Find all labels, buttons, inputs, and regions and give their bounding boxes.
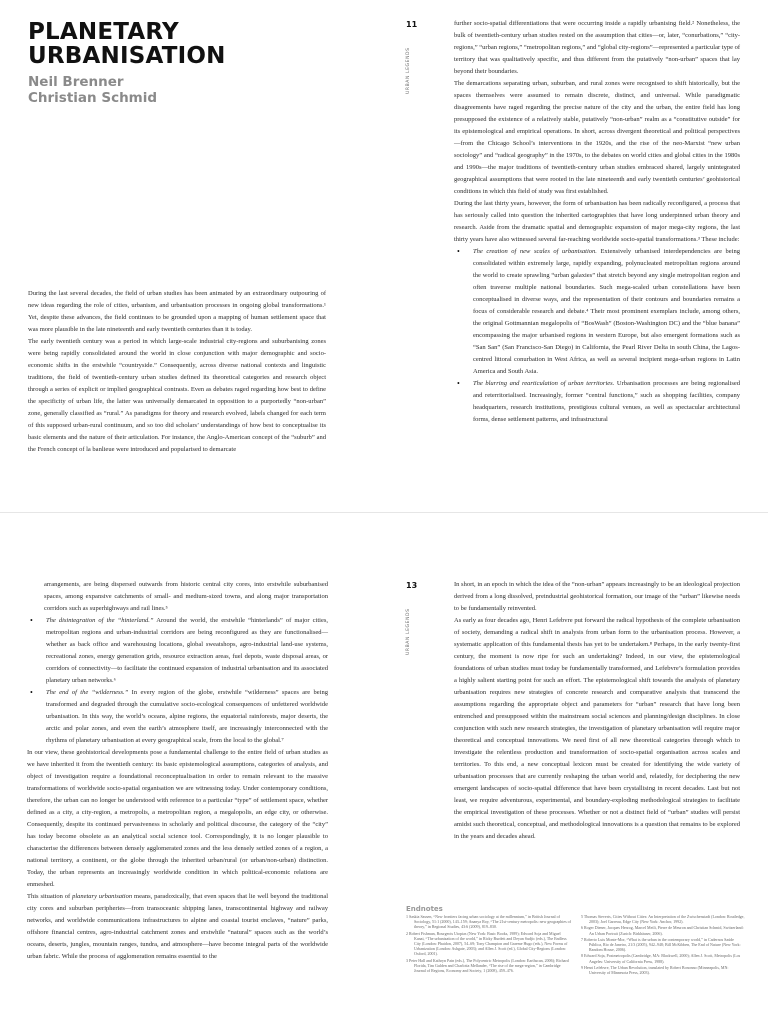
bullet-text: Urbanisation processes are being regionalised and reterritorialised. Increasingly, former “central functions,” such as shopping facilities, company headquarters, research institutions, prestigious cultural venues, as well as spectacular architectural forms, dense settlement patterns, and infrastructural	[473, 380, 740, 423]
paragraph: In short, in an epoch in which the idea of the “non-urban” appears increasingly to be an ideological projection derived from a long dissolved, preindustrial geohistorical formation, our image of the “urban” likewise needs to be fundamentally reinvented.	[454, 581, 740, 612]
running-head: URBAN LEGENDS	[406, 47, 411, 94]
list-item	[27, 687, 328, 747]
paragraph: The demarcations separating urban, suburban, and rural zones were recognised to shift historically, but the spaces themselves were assumed to remain discrete, distinct, and universal. While paradigmatic disagreements have raged regarding the precise nature of the city and the urban, the entire field has long presupposed the existence of a relatively stable, putatively “non-urban” realm as a “constitutive outside” for its epistemological and empirical operations. In short, across divergent theoretical and political perspectives—from the Chicago School’s interventions in the 1920s, and the rise of the neo-Marxist “new urban sociology” and “radical geography” in the 1970s, to the debates on world cities and global cities in the 1980s and 1990s—the major traditions of twentieth-century urban studies embraced shared, largely unintegrated geographical assumptions that were rooted in the late nineteenth and early twentieth centuries’ geohistorical conditions in which this field of study was first established.	[454, 80, 740, 195]
transformations-list	[454, 246, 740, 426]
page11-left-column	[28, 288, 326, 456]
paragraph	[27, 891, 328, 963]
paragraph: In our view, these geohistorical developments pose a fundamental challenge to the entire field of urban studies as we have inherited it from the twentieth century: its basic epistemological assumptions, categories of analysis, and object of investigation require a foundational reconceptualisation in order to remain relevant to the massive transformations of worldwide socio-spatial organisation we are witnessing today. Under contemporary conditions, therefore, the urban can no longer be understood with reference to a particular “type” of settlement space, whether defined as a city, a city-region, a metropolis, a metropolitan region, a megalopolis, an edge city, or otherwise. Consequently, despite its continued pervasiveness in scholarly and political discourse, the category of the “city” has today become obsolete as an analytical social science tool. Correspondingly, it is no longer plausible to characterise the differences between densely agglomerated zones and the less densely settled zones of a region, a national territory, a continent, or the globe through the inherited urban/rural (or urban/non-urban) distinction. Today, the urban represents an increasingly worldwide condition in which political-economic relations are enmeshed.	[27, 749, 328, 888]
endnote: 6 Roger Diener, Jacques Herzog, Marcel Meili, Pierre de Meuron and Christian Schmid, Switzerland: An Urban Portrait (Zurich: Birkhäuser, 2006).	[581, 925, 744, 936]
page12-left-column	[27, 579, 329, 963]
bullet-text: Around the world, the erstwhile “hinterlands” of major cities, metropolitan regions and urban-industrial corridors are being reconfigured as they are functionalised—whether as back office and warehousing locations, global sweatshops, agro-industrial land-use systems, recreational zones, energy generation grids, resource extraction areas, fuel depots, waste disposal areas, or corridors of connectivity—to facilitate the continued expansion of industrial urbanisation and its associated planetary urban networks.⁶	[46, 617, 328, 684]
endnote: 3 Peter Hall and Kathryn Pain (eds.), The Polycentric Metropolis (London: Earthscan, 2006); Richard Florida, Tim Gulden and Charlotta Mellander, “The rise of the mega-region,” in Cambridge Journal of Regions, Economy and Society, 1 (2008), 459–476.	[406, 957, 569, 974]
paragraph: During the last several decades, the field of urban studies has been animated by an extraordinary outpouring of new ideas regarding the role of cities, urbanism, and urbanisation processes in ongoing global transformations.¹ Yet, despite these advances, the field continues to be grounded upon a mapping of human settlement space that was more plausible in the late nineteenth and early twentieth centuries than it is today.	[28, 290, 326, 333]
list-item	[454, 378, 740, 426]
page-number: 13	[406, 581, 418, 590]
page11-right-column	[454, 18, 740, 426]
paragraph-text: means, paradoxically, that even spaces that lie well beyond the traditional city cores and suburban peripheries—from transoceanic shipping lanes, transcontinental highway and railway networks, and worldwide communications infrastructures to alpine and coastal tourist enclaves, “nature” parks, offshore financial centres, agro-industrial catchment zones and erstwhile “natural” spaces such as the world’s oceans, deserts, jungles, mountain ranges, tundra, and atmosphere—have become integral parts of the worldwide urban fabric. While the process of agglomeration remains essential to the	[27, 893, 329, 960]
article-title	[28, 20, 328, 68]
bullet-label: The blurring and rearticulation of urban territories.	[473, 380, 615, 387]
bullet-label: The end of the “wilderness.”	[46, 689, 129, 696]
page-number: 11	[406, 20, 418, 29]
endnote: 8 Edward Soja, Postmetropolis (Cambridge, MA: Blackwell, 2000); Allen J. Scott, Metropolis (Los Angeles: University of California Press, 1988).	[581, 953, 741, 964]
transformations-list-continued	[27, 615, 328, 747]
paragraph: further socio-spatial differentiations that were occurring inside a rapidly urbanising field.² Nonetheless, the bulk of twentieth-century urban studies rested on the assumption that cities—or, later, “conurbations,” “city-regions,” “urban regions,” “metropolitan regions,” and “global city-regions”—represented a particular type of territory that was qualitatively specific, and thus different from the putatively “non-urban” spaces that lay beyond their boundaries.	[454, 20, 740, 75]
endnote: 5 Thomas Sieverts, Cities Without Cities: An Interpretation of the Zwischenstadt (London: Routledge, 2003); Joel Garreau, Edge City (New York: Anchor, 1992).	[581, 914, 745, 925]
title-line-1: PLANETARY	[28, 19, 179, 45]
bullet-label: The disintegration of the “hinterland.”	[46, 617, 154, 624]
paragraph: During the last thirty years, however, the form of urbanisation has been radically reconfigured, a process that has seriously called into question the inherited cartographies that have long underpinned urban theory and research. Aside from the dramatic spatial and demographic expansion of major mega-city regions, the last thirty years have also witnessed several far-reaching worldwide socio-spatial transformations.³ These include:	[454, 200, 740, 243]
endnotes-heading: Endnotes	[406, 905, 443, 913]
author-christian-schmid: Christian Schmid	[28, 90, 158, 106]
list-item	[27, 615, 328, 687]
emphasis: planetary urbanisation	[72, 893, 133, 900]
endnote: 1 Saskia Sassen, “New frontiers facing urban sociology at the millennium,” in British Journal of Sociology, 51:1 (2000), 143–159; Ananya Roy, “The 21st-century metropolis: new geographies of theory,” in Regional Studies, 43:6 (2009), 819–830.	[406, 914, 572, 930]
running-head: URBAN LEGENDS	[406, 608, 411, 655]
article-authors	[28, 74, 328, 106]
title-line-2: URBANISATION	[28, 43, 226, 69]
bullet-text: Extensively urbanised interdependencies are being consolidated within extremely large, rapidly expanding, polynucleated metropolitan regions around the world to create sprawling “urban galaxies” that stretch beyond any single metropolitan region and often traverse multiple national boundaries. Such mega-scaled urban constellations have been conceptualised in diverse ways, and the representation of their contours and boundaries remains a focus of considerable research and debate.⁴ Their most prominent exemplars include, among others, the original Gottmannian megalopolis of “BosWash” (Boston-Washington DC) and the “blue banana” encompassing the major urbanised regions in western Europe, but also emergent formations such as “San San” (San Francisco-San Diego) in California, the Pearl River Delta in south China, the Lagos-centred littoral conurbation in West Africa, as well as several incipient mega-urban regions in Latin America and South Asia.	[473, 248, 740, 375]
paragraph-text: This situation of	[27, 893, 73, 900]
author-neil-brenner: Neil Brenner	[28, 74, 124, 90]
endnote: 9 Henri Lefebvre, The Urban Revolution, translated by Robert Bononno (Minneapolis, MN: University of Minnesota Press, 2003).	[581, 964, 729, 976]
bullet-text: In every region of the globe, erstwhile “wilderness” spaces are being transformed and degraded through the cumulative socio-ecological consequences of unfettered worldwide urbanisation. In this way, the world’s oceans, alpine regions, the equatorial rainforests, major deserts, the arctic and polar zones, and even the earth’s atmosphere itself, are increasingly interconnected with the rhythms of planetary urbanisation at every geographical scale, from the local to the global.⁷	[46, 689, 328, 744]
paragraph: arrangements, are being dispersed outwards from historic central city cores, into erstwhile suburbanised spaces, among expansive catchments of small- and medium-sized towns, and along major transportation corridors such as superhighways and rail lines.⁵	[44, 581, 328, 612]
endnote: 2 Robert Fishman, Bourgeois Utopias (New York: Basic Books, 1989); Edward Soja and Miguel Kanai, “The urbanization of the world,” in Ricky Burdett and Deyan Sudjic (eds.), The Endless City (London: Phaidon, 2007), 54–69; Tony Champion and Graeme Hugo (eds.), New Forms of Urbanization (London: Ashgate, 2003); and Allen J. Scott (ed.), Global City-Regions (London: Oxford, 2001).	[406, 930, 568, 957]
spread-pages-12-13	[0, 512, 768, 1024]
page13-right-column	[454, 579, 740, 843]
endnotes-list	[406, 914, 746, 1024]
endnote: 7 Roberto Luis Monte-Mor, “What is the urban in the contemporary world,” in Cadernos Saúde Pública, Rio de Janeiro, 21/3 (2005), 942–948; Bill McKibben, The End of Nature (New York: Random House, 2006).	[581, 936, 741, 953]
list-item	[454, 246, 740, 378]
paragraph: As early as four decades ago, Henri Lefebvre put forward the radical hypothesis of the complete urbanisation of society, demanding a radical shift in analysis from urban form to the urbanisation process. However, a systematic application of this fundamental thesis has yet to be undertaken.⁸ Perhaps, in the early twenty-first century, the moment is now ripe for such an undertaking? Indeed, in our view, the epistemological foundations of urban studies must today be fundamentally transformed, and Lefebvre’s formulation provides a highly salient starting point for such an effort. The epistemological shift towards the analysis of planetary urbanisation requires new strategies of concrete research and comparative analysis that transcend the assumptions regarding the appropriate object and parameters for “urban” research that have long been entrenched and presupposed within the mainstream social sciences and planning/design disciplines. In close conjunction with such new research strategies, the investigation of planetary urbanisation will require major theoretical and conceptual innovations. We need first of all new theoretical categories through which to investigate the relentless production and transformation of socio-spatial organisation across scales and territories. To this end, a new conceptual lexicon must be created for identifying the wide variety of urbanisation processes that are currently reshaping the urban world and, relatedly, for deciphering the new emergent landscapes of socio-spatial difference that have been crystallising in recent decades. Last but not least, we require adventurous, experimental, and boundary-exploding methodological strategies to facilitate the empirical investigation of these processes. Whether or not a distinct field of “urban” studies will persist amidst such theoretical, conceptual, and methodological innovations is a question that remains to be explored in the years and decades ahead.	[454, 617, 740, 840]
bullet-label: The creation of new scales of urbanisation.	[473, 248, 597, 255]
paragraph: The early twentieth century was a period in which large-scale industrial city-regions and suburbanising zones were being rapidly consolidated around the world in close conjunction with major demographic and socio-economic shifts in the erstwhile “countryside.” Consequently, across diverse national contexts and linguistic traditions, the field of twentieth-century urban studies defined its theoretical categories and research object through a series of explicit or implied geographical contrasts. Even as debates raged regarding how best to define the specificity of urban life, the latter was universally demarcated in opposition to a purportedly “non-urban” zone, generally classified as “rural.” As paradigms for theory and research evolved, labels changed for each term of this supposed urban-rural continuum, and so too did scholars’ understandings of how best to conceptualise its basic elements and the nature of their articulation. For instance, the Anglo-American concept of the “suburb” and the French concept of la banlieue were introduced and popularised to demarcate	[28, 338, 326, 453]
